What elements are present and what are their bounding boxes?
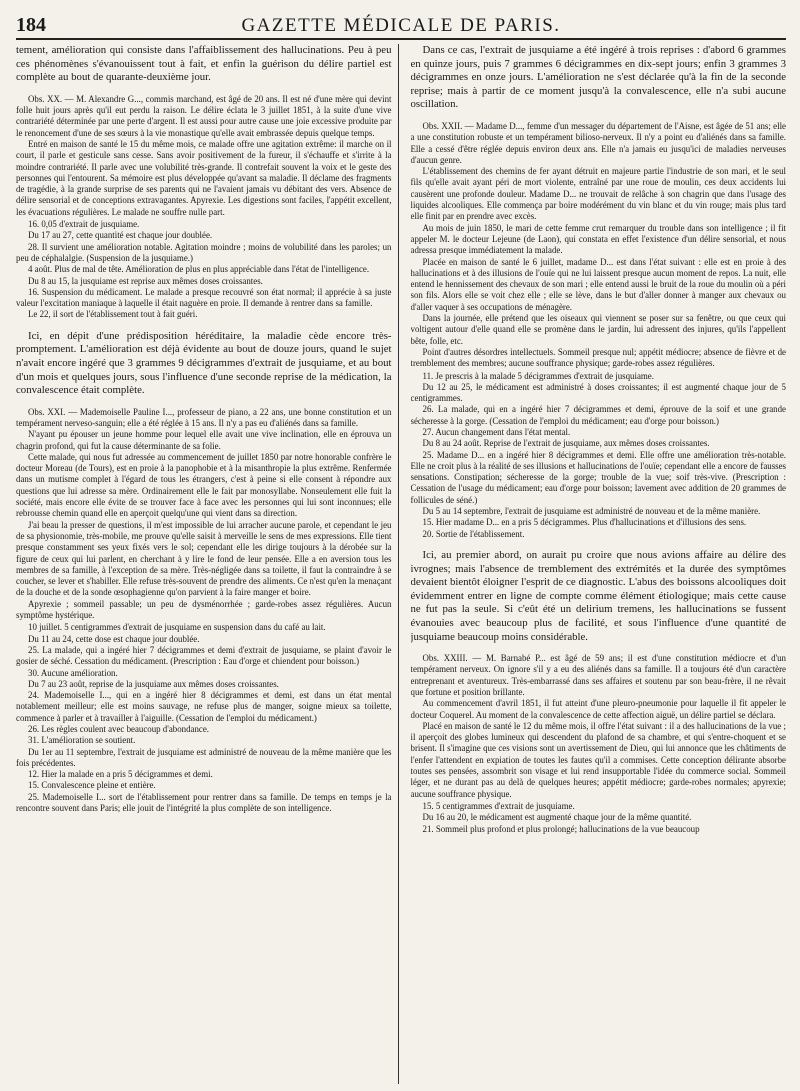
- commentary-paragraph: Ici, au premier abord, on aurait pu croire que nous avions affaire au délire des ivrognes; mais l'absence de tremblement des extrémités et la durée des symptômes devaient bientôt éloigner l'esprit de ce diagnostic. L'abus des boissons alcooliques doit évidemment entrer en ligne de compte comme élément étiologique; mais cette cause ne fut pas la seule. Si c'eût été un delirium tremens, les hallucinations se fussent évanouies avec beaucoup plus de facilité, et sous l'influence d'une quantité de jusquiame beaucoup moins considérable.: [410, 548, 786, 643]
- obs21-entry: 15. Convalescence pleine et entière.: [28, 780, 156, 791]
- observation-22: Obs. XXII. — Madame D..., femme d'un messager du département de l'Aisne, est âgée de 51 ans; elle a une constitution robuste et un tempérament bilioso-nerveux. Il n'y a point eu d'aliénés dans sa famille. Elle a cessé d'être réglée depuis environ deux ans. Elle n'a jamais eu jusqu'ici de maladies nerveuses d'aucun genre.: [410, 120, 786, 165]
- observation-21-cause: N'ayant pu épouser un jeune homme pour lequel elle avait une vive inclination, elle en éprouva un chagrin profond, qui fut la cause déterminante de sa folie.: [16, 429, 392, 451]
- observation-23-admission: Placé en maison de santé le 12 du même mois, il offre l'état suivant : il a des hallucinations de la vue ; il aperçoit des globes lumineux qui descendent du plafond de sa chambre, et qui s'entre-choquent et se brisent. Il s'imagine que ces visions sont un avertissement de Dieu, qui lui annonce que les châtiments de l'enfer l'attendent en expiation de toutes les fautes qu'il a commises. Cette conception délirante absorbe toutes ses pensées, assombrit son visage et lui rend insupportable l'idée du commerce social. Sommeil léger, et ne durant pas au delà de quelques heures; appétit médiocre; garde-robes normales; apyrexie; aucune souffrance physique.: [410, 720, 786, 799]
- obs21-entry: Du 11 au 24, cette dose est chaque jour doublée.: [28, 633, 200, 644]
- observation-22-daytime: Dans la journée, elle prétend que les oiseaux qui viennent se poser sur sa fenêtre, ou que ceux qui voltigent autour d'elle quand elle se promène dans le jardin, lui adressent des injures, qu'ils l'appellent bête, folle, etc.: [410, 313, 786, 346]
- obs21-entry: 25. Mademoiselle I... sort de l'établissement pour rentrer dans sa famille. De temps en temps je la rencontre souvent dans Paris; elle jouit de l'intégrité la plus complète de son intelligence.: [16, 791, 392, 814]
- observation-20: Obs. XX. — M. Alexandre G..., commis marchand, est âgé de 20 ans. Il est né d'une mère qui devint folle huit jours après qu'il eut perdu la raison. Le délire éclata le 3 juillet 1851, à la suite d'une vive contrariété déterminée par une perte d'argent. Il est aussi pour autre cause une joie excessive produite par le renoncement d'une de ses sœurs à la vie monastique qu'elle avait embrassée depuis quelque temps.: [16, 93, 392, 138]
- obs20-entry: Du 17 au 27, cette quantité est chaque jour doublée.: [28, 230, 213, 241]
- obs22-entry: 26. La malade, qui en a ingéré hier 7 décigrammes et demi, éprouve de la soif et une grande sécheresse à la gorge. (Cessation de l'emploi du médicament; eau d'orge pour boisson.): [410, 404, 786, 426]
- obs22-entry: 15. Hier madame D... en a pris 5 décigrammes. Plus d'hallucinations et d'illusions des sens.: [422, 517, 747, 528]
- observation-23-onset: Au commencement d'avril 1851, il fut atteint d'une pleuro-pneumonie pour laquelle il fit appeler le docteur Coquerel. Au moment de la convalescence de cette affection aiguë, un délire partiel se déclara.: [410, 698, 786, 720]
- obs20-entry: 28. Il survient une amélioration notable. Agitation moindre ; moins de volubilité dans les paroles; un peu de céphalalgie. (Suspension de la jusquiame.): [16, 241, 392, 263]
- obs22-entry: Du 12 au 25, le médicament est administré à doses croissantes; il est augmenté chaque jour de 5 centigrammes.: [410, 381, 786, 404]
- obs22-entry: Du 8 au 24 août. Reprise de l'extrait de jusquiame, aux mêmes doses croissantes.: [422, 438, 710, 449]
- observation-23: Obs. XXIII. — M. Barnabé P... est âgé de 59 ans; il est d'une constitution médiocre et d'un tempérament nerveux. On ignore s'il y a eu des aliénés dans sa famille. Il a toujours été d'un caractère entreprenant et aventureux. Très-embarrassé dans ses affaires et soutenu par son beau-frère, il ne rêvait que fortune et position brillante.: [410, 653, 786, 697]
- obs21-entry: 26. Les règles coulent avec beaucoup d'abondance.: [28, 724, 209, 734]
- obs20-entry: Du 8 au 15, la jusquiame est reprise aux mêmes doses croissantes.: [28, 275, 263, 286]
- text-columns: [16, 44, 786, 1084]
- obs23-entry: 15. 5 centigrammes d'extrait de jusquiame.: [422, 800, 575, 811]
- obs22-entry: Du 5 au 14 septembre, l'extrait de jusquiame est administré de nouveau et de la même manière.: [422, 506, 761, 517]
- obs20-entry: Le 22, il sort de l'établissement tout à fait guéri.: [28, 309, 198, 320]
- obs22-entry: 25. Madame D... en a ingéré hier 8 décigrammes et demi. Elle offre une amélioration très-notable. Elle ne croit plus à la réalité de ses illusions et hallucinations de l'ouïe; cependant elle a encore de fausses sensations. Constipation; sécheresse de la gorge; trouble de la vue; soif très-vive. (Prescription : Cessation de l'usage du médicament; eau d'orge pour boisson; lavement avec addition de 20 grammes de follicules de séné.): [410, 449, 786, 505]
- obs21-entry: 12. Hier la malade en a pris 5 décigrammes et demi.: [28, 769, 213, 780]
- paragraph-intro-right: Dans ce cas, l'extrait de jusquiame a été ingéré à trois reprises : d'abord 6 grammes en quinze jours, puis 7 grammes 6 décigrammes en dix-sept jours; enfin 3 grammes 3 décigrammes en onze jours. L'amélioration ne s'est déclarée qu'à la fin de la seconde reprise; mais à partir de ce moment jusqu'à la convalescence, elle n'a subi aucune oscillation.: [410, 44, 786, 111]
- observation-22-history: L'établissement des chemins de fer ayant détruit en majeure partie l'industrie de son mari, et le seul fils qu'elle avait ayant péri de mort violente, entraîné par une roue de moulin, ces deux accidents lui causèrent une profonde douleur. Madame D... ne trouvait de relâche à son chagrin que dans l'usage des liquides alcooliques. Elle commença par boire modérément du vin blanc et du vin rouge; mais plus tard elle finit par en prendre avec excès.: [410, 166, 786, 222]
- obs21-entry: Du 1er au 11 septembre, l'extrait de jusquiame est administré de nouveau de la même manière que les fois précédentes.: [16, 746, 392, 768]
- obs23-entry: Du 16 au 20, le médicament est augmenté chaque jour de la même quantité.: [422, 812, 692, 823]
- obs22-entry: 20. Sortie de l'établissement.: [422, 528, 525, 539]
- observation-21-behavior: J'ai beau la presser de questions, il m'est impossible de lui arracher aucune parole, et cependant le jeu de sa physionomie, très-mobile, me prouve qu'elle saisit à merveille le sens de mes expressions. Elle tient presque constamment ses yeux fixés vers le sol; cependant elle les dirige toujours à la dérobée sur la figure de ceux qui lui parlent, en cherchant à y lire le fond de leur pensée. Elle a en aversion tous les membres de sa famille, à l'exception de sa mère. Très-négligée dans sa toilette, il faut la contraindre à se coucher, se lever et s'habiller. Elle refuse très-souvent de prendre des aliments. Ce n'est qu'en la menaçant de la douche et de la sonde œsophagienne qu'on parvient à la faire manger et boire.: [16, 519, 392, 598]
- obs21-entry: 25. La malade, qui a ingéré hier 7 décigrammes et demi d'extrait de jusquiame, se plaint d'avoir le gosier de séché. Cessation du médicament. (Prescription : Eau d'orge et chiendent pour boisson.): [16, 644, 392, 667]
- commentary-paragraph: Ici, en dépit d'une prédisposition héréditaire, la maladie cède encore très-promptement. L'amélioration est déjà évidente au bout de douze jours, quand le sujet n'avait encore ingéré que 3 grammes 9 décigrammes d'extrait de jusquiame, et au bout d'un mois et quelques jours, sous l'influence d'une seconde reprise de la médication, la convalescence était complète.: [16, 329, 392, 397]
- obs20-entry: 4 août. Plus de mal de tête. Amélioration de plus en plus appréciable dans l'état de l'intelligence.: [28, 264, 370, 275]
- obs20-entry: 16. Suspension du médicament. Le malade a presque recouvré son état normal; il apprécie à sa juste valeur l'excitation maniaque à laquelle il était naguère en proie. Il demande à rentrer dans sa famille.: [16, 286, 392, 309]
- obs23-entry: 21. Sommeil plus profond et plus prolongé; hallucinations de la vue beaucoup: [422, 823, 700, 834]
- obs21-entry: Du 7 au 23 août, reprise de la jusquiame aux mêmes doses croissantes.: [28, 678, 279, 689]
- obs21-entry: 24. Mademoiselle I..., qui en a ingéré hier 8 décigrammes et demi, est dans un état mental notablement meilleur; elle est moins sauvage, ne refuse plus de manger, soigne mieux sa toilette, commence à parler et à travailler à l'aiguille. (Cessation de l'emploi du médicament.): [16, 690, 392, 723]
- paragraph-intro-left: tement, amélioration qui consiste dans l'affaiblissement des hallucinations. Peu à peu ces phénomènes s'évanouissent tout à fait, et enfin la guérison du délire partiel est complète au bout de quarante-deuxième jour.: [16, 44, 392, 84]
- page-header: [16, 12, 786, 40]
- obs22-entry: 27. Aucun changement dans l'état mental.: [422, 426, 571, 437]
- obs21-entry: 10 juillet. 5 centigrammes d'extrait de jusquiame en suspension dans du café au lait.: [28, 622, 326, 633]
- obs20-entry: 16. 0,05 d'extrait de jusquiame.: [28, 219, 140, 230]
- journal-title: GAZETTE MÉDICALE DE PARIS.: [241, 15, 561, 36]
- observation-22-admission: Placée en maison de santé le 6 juillet, madame D... est dans l'état suivant : elle est en proie à des hallucinations et à des illusions de l'ouïe qui ne lui laissent presque aucun moment de repos. La nuit, elle entend le hennissement des chevaux de son mari ; elle entend aussi le bruit de la roue du moulin où a péri son fils. Alors elle se voit chez elle ; elle se lève, dans le but d'aller donner à manger aux chevaux ou d'aller vaquer à ses occupations de ménagère.: [410, 256, 786, 312]
- observation-21: Obs. XXI. — Mademoiselle Pauline I..., professeur de piano, a 22 ans, une bonne constitution et un tempérament nerveso-sanguin; elle a été réglée à 15 ans. Il n'y a pas eu d'aliénés dans sa famille.: [16, 406, 392, 428]
- observation-21-admission: Cette malade, qui nous fut adressée au commencement de juillet 1850 par notre honorable confrère le docteur Moreau (de Tours), est en proie à la panophobie et à la misanthropie la plus extrême. Renfermée dans un mutisme complet à l'égard de tous les étrangers, c'est à peine si elle consent à répondre aux questions que lui adresse sa mère. Ordinairement elle le fait par monosyllabe. Nonseulement elle fuit la société, mais encore elle évite de se trouver face à face avec les personnes qui lui sont inconnues; elle rebrousse chemin quand elle en aperçoit quelqu'une qui vient dans sa direction.: [16, 451, 392, 519]
- obs21-entry: 30. Aucune amélioration.: [28, 667, 118, 678]
- right-column: [411, 44, 787, 1084]
- observation-21-state: Apyrexie ; sommeil passable; un peu de dysménorrhée ; garde-robes assez régulières. Aucun symptôme hystérique.: [16, 598, 392, 621]
- observation-22-state: Point d'autres désordres intellectuels. Sommeil presque nul; appétit médiocre; absence de fièvre et de tremblement des membres; aucune souffrance physique; garde-robes assez régulières.: [410, 346, 786, 369]
- observation-22-onset: Au mois de juin 1850, le mari de cette femme crut remarquer du trouble dans son intelligence ; il fit appeler M. le docteur Lejeune (de Laon), qui constata en effet l'existence d'un délire sensorial, et nous adressa presque immédiatement la malade.: [410, 222, 786, 256]
- observation-20-description: Entré en maison de santé le 15 du même mois, ce malade offre une agitation extrême: il marche on il court, il parle et gesticule sans cesse. Sans avoir positivement de la fureur, il s'échauffe et s'irrite à la moindre contrariété. Il parle avec une volubilité très-grande. Il contrefait souvent la voix et le geste des personnes qui l'entourent. Sa mémoire est plus développée qu'avant sa maladie. Il déclame des fragments de tragédie, à la grande surprise de ses parents qui ne l'avaient jamais vu débitant des vers. Absence de délire sensorial et de conceptions extravagantes. Apyrexie. Les digestions sont faciles, l'appétit excellent, les évacuations régulières. Le malade ne souffre nulle part.: [16, 138, 392, 217]
- left-column: [16, 44, 399, 1084]
- obs22-entry: 11. Je prescris à la malade 5 décigrammes d'extrait de jusquiame.: [422, 370, 654, 381]
- page-number: 184: [16, 14, 46, 36]
- obs21-entry: 31. L'amélioration se soutient.: [28, 735, 136, 746]
